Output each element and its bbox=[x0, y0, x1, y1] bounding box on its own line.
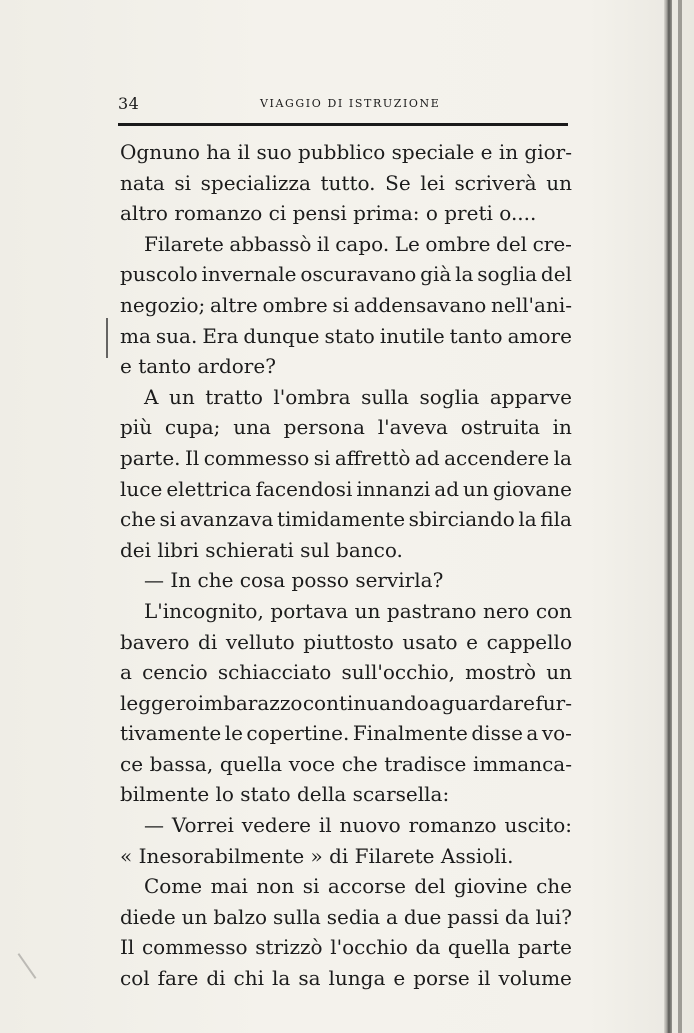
word: soglia bbox=[477, 262, 538, 287]
text-line bbox=[120, 259, 572, 290]
word: nero bbox=[482, 598, 530, 623]
word: L'incognito, bbox=[144, 598, 264, 623]
word: da bbox=[504, 904, 530, 929]
body-text bbox=[120, 137, 572, 994]
word: un bbox=[354, 598, 381, 623]
word: luce bbox=[120, 476, 163, 501]
text-line: dei libri schierati sul banco. bbox=[120, 537, 403, 562]
word: giovine bbox=[453, 874, 528, 899]
word: la bbox=[272, 966, 291, 991]
word: timidamente bbox=[276, 507, 406, 532]
word: la bbox=[553, 445, 572, 470]
word: l'ombra bbox=[273, 384, 351, 409]
text-line bbox=[120, 657, 572, 688]
word: stato bbox=[324, 323, 375, 348]
word: si bbox=[302, 874, 320, 899]
word: un bbox=[546, 660, 572, 685]
word: chi bbox=[233, 966, 265, 991]
word: un bbox=[546, 170, 572, 195]
text-line: altro romanzo ci pensi prima: o preti o.... bbox=[120, 201, 537, 226]
word: Se bbox=[385, 170, 411, 195]
word: copertine. bbox=[246, 721, 350, 746]
word: giovane bbox=[492, 476, 572, 501]
word: fare bbox=[157, 966, 199, 991]
word: lunga bbox=[328, 966, 386, 991]
word: abbassò bbox=[229, 231, 312, 256]
word: inutile bbox=[379, 323, 445, 348]
word: speciale bbox=[391, 140, 475, 164]
word: ad bbox=[434, 476, 460, 501]
word: un bbox=[181, 904, 208, 929]
word: ce bbox=[120, 751, 144, 776]
word: A bbox=[144, 384, 159, 409]
corner-crease bbox=[18, 953, 37, 979]
word: l'occhio bbox=[330, 935, 408, 960]
word: a bbox=[526, 721, 539, 746]
word: immanca- bbox=[472, 751, 572, 776]
word: una bbox=[233, 415, 271, 440]
text-line bbox=[120, 749, 572, 780]
word: portava bbox=[270, 598, 348, 623]
word: Come bbox=[144, 874, 203, 899]
word: scriverà bbox=[454, 170, 537, 195]
word: ma bbox=[120, 323, 151, 348]
word: sulla bbox=[272, 904, 321, 929]
word: del bbox=[496, 231, 528, 256]
running-head bbox=[118, 94, 568, 114]
word: e bbox=[466, 629, 478, 654]
text-line bbox=[120, 229, 572, 260]
word: tradisce bbox=[384, 751, 467, 776]
word: bavero bbox=[120, 629, 190, 654]
word: puscolo bbox=[120, 262, 198, 287]
word: leggero bbox=[120, 690, 198, 715]
word: che bbox=[341, 751, 378, 776]
word: piuttosto bbox=[303, 629, 394, 654]
text-line: bilmente lo stato della scarsella: bbox=[120, 782, 450, 807]
word: in bbox=[498, 140, 519, 164]
word: amore bbox=[507, 323, 572, 348]
word: quella bbox=[447, 935, 511, 960]
word: il bbox=[237, 140, 251, 164]
word: elettrica bbox=[166, 476, 252, 501]
word: Il bbox=[120, 935, 135, 960]
word: oscuravano bbox=[300, 262, 417, 287]
word: sua. bbox=[155, 323, 198, 348]
word: velluto bbox=[225, 629, 295, 654]
word: due bbox=[403, 904, 442, 929]
text-line bbox=[120, 168, 572, 199]
word: si bbox=[159, 507, 177, 532]
text-line: — In che cosa posso servirla? bbox=[144, 568, 444, 593]
text-line bbox=[120, 321, 572, 352]
word: romanzo bbox=[408, 813, 497, 838]
word: sulla bbox=[361, 384, 409, 409]
word: bassa, bbox=[149, 751, 214, 776]
word: altre bbox=[209, 292, 258, 317]
word: nuovo bbox=[339, 813, 401, 838]
word: capo. bbox=[335, 231, 390, 256]
word: guardare bbox=[441, 690, 535, 715]
word: vo- bbox=[541, 721, 572, 746]
word: tratto bbox=[205, 384, 263, 409]
text-line bbox=[120, 688, 572, 719]
word: sull'occhio, bbox=[341, 660, 455, 685]
text-line bbox=[120, 504, 572, 535]
word: lei bbox=[420, 170, 445, 195]
word: invernale bbox=[201, 262, 297, 287]
word: a bbox=[385, 904, 398, 929]
word: passi bbox=[447, 904, 499, 929]
word: vedere bbox=[241, 813, 311, 838]
word: persona bbox=[283, 415, 365, 440]
word: la bbox=[455, 262, 474, 287]
word: suo bbox=[256, 140, 292, 164]
text-line bbox=[120, 596, 572, 627]
text-line: e tanto ardore? bbox=[120, 354, 276, 379]
word: parte bbox=[517, 935, 572, 960]
word: accorse bbox=[327, 874, 406, 899]
text-line bbox=[120, 474, 572, 505]
word: mostrò bbox=[465, 660, 537, 685]
word: imbarazzo bbox=[197, 690, 303, 715]
word: porse bbox=[413, 966, 470, 991]
text-line bbox=[120, 290, 572, 321]
word: ombre bbox=[425, 231, 491, 256]
word: balzo bbox=[213, 904, 268, 929]
word: a bbox=[120, 660, 132, 685]
word: facendosi bbox=[255, 476, 353, 501]
word: ombre bbox=[262, 292, 328, 317]
word: lui? bbox=[535, 904, 572, 929]
word: Le bbox=[394, 231, 420, 256]
word: del bbox=[414, 874, 446, 899]
word: da bbox=[415, 935, 441, 960]
word: strizzò bbox=[255, 935, 323, 960]
word: più bbox=[120, 415, 153, 440]
word: l'aveva bbox=[377, 415, 448, 440]
word: negozio; bbox=[120, 292, 206, 317]
word: schiacciato bbox=[217, 660, 332, 685]
word: in bbox=[552, 415, 572, 440]
text-line bbox=[120, 932, 572, 963]
word: la bbox=[518, 507, 537, 532]
word: usato bbox=[402, 629, 458, 654]
word: il bbox=[318, 813, 332, 838]
word: si bbox=[174, 170, 192, 195]
text-line bbox=[120, 810, 572, 841]
word: specializza bbox=[200, 170, 311, 195]
word: innanzi bbox=[356, 476, 431, 501]
word: cre- bbox=[532, 231, 572, 256]
word: di bbox=[198, 629, 218, 654]
word: Filarete bbox=[144, 231, 224, 256]
word: volume bbox=[498, 966, 572, 991]
word: già bbox=[420, 262, 452, 287]
word: pubblico bbox=[298, 140, 386, 164]
word: un bbox=[463, 476, 489, 501]
word: commesso bbox=[203, 445, 310, 470]
word: Finalmente bbox=[352, 721, 468, 746]
margin-pencil-mark bbox=[106, 318, 108, 358]
word: uscito: bbox=[504, 813, 572, 838]
text-line bbox=[120, 443, 572, 474]
word: il bbox=[477, 966, 491, 991]
word: sa bbox=[298, 966, 321, 991]
text-line bbox=[120, 871, 572, 902]
word: nell'ani- bbox=[491, 292, 572, 317]
word: col bbox=[120, 966, 150, 991]
word: non bbox=[256, 874, 295, 899]
word: si bbox=[313, 445, 331, 470]
word: — bbox=[144, 813, 164, 838]
word: tutto. bbox=[320, 170, 376, 195]
word: avanzava bbox=[179, 507, 274, 532]
word: che bbox=[120, 507, 156, 532]
word: dunque bbox=[243, 323, 320, 348]
page-edge-shadow bbox=[664, 0, 672, 1033]
word: ha bbox=[206, 140, 232, 164]
running-title: VIAGGIO DI ISTRUZIONE bbox=[260, 97, 441, 110]
word: le bbox=[224, 721, 243, 746]
word: apparve bbox=[489, 384, 572, 409]
text-line bbox=[120, 627, 572, 658]
word: continuando bbox=[302, 690, 429, 715]
header-rule bbox=[118, 123, 568, 126]
word: si bbox=[332, 292, 350, 317]
word: voce bbox=[288, 751, 336, 776]
page-number: 34 bbox=[118, 94, 140, 113]
word: nata bbox=[120, 170, 165, 195]
word: gior- bbox=[524, 140, 572, 164]
text-line: « Inesorabilmente » di Filarete Assioli. bbox=[120, 843, 514, 868]
word: parte. bbox=[120, 445, 181, 470]
word: addensavano bbox=[353, 292, 487, 317]
word: Ognuno bbox=[120, 140, 200, 164]
word: con bbox=[535, 598, 572, 623]
word: di bbox=[206, 966, 226, 991]
word: ostruita bbox=[460, 415, 540, 440]
word: soglia bbox=[419, 384, 480, 409]
word: Il bbox=[184, 445, 200, 470]
text-line bbox=[120, 382, 572, 413]
word: affrettò bbox=[334, 445, 411, 470]
word: un bbox=[168, 384, 195, 409]
word: quella bbox=[219, 751, 283, 776]
word: sedia bbox=[326, 904, 381, 929]
word: fila bbox=[540, 507, 572, 532]
word: fur- bbox=[535, 690, 572, 715]
word: disse bbox=[471, 721, 523, 746]
word: tivamente bbox=[120, 721, 222, 746]
word: Era bbox=[202, 323, 239, 348]
word: a bbox=[429, 690, 442, 715]
word: diede bbox=[120, 904, 176, 929]
word: cencio bbox=[142, 660, 208, 685]
word: cappello bbox=[486, 629, 572, 654]
text-line bbox=[120, 902, 572, 933]
word: Vorrei bbox=[171, 813, 234, 838]
word: tanto bbox=[449, 323, 503, 348]
text-line bbox=[120, 137, 572, 168]
word: mai bbox=[210, 874, 248, 899]
word: pastrano bbox=[386, 598, 477, 623]
word: il bbox=[316, 231, 330, 256]
page-edge-line bbox=[678, 0, 682, 1033]
text-line bbox=[120, 412, 572, 443]
word: cupa; bbox=[164, 415, 221, 440]
word: sbirciando bbox=[408, 507, 515, 532]
text-line bbox=[120, 963, 572, 994]
word: che bbox=[536, 874, 572, 899]
text-line bbox=[120, 718, 572, 749]
word: commesso bbox=[141, 935, 248, 960]
word: accendere bbox=[444, 445, 550, 470]
word: del bbox=[540, 262, 572, 287]
word: ad bbox=[414, 445, 440, 470]
word: e bbox=[393, 966, 406, 991]
word: e bbox=[480, 140, 493, 164]
